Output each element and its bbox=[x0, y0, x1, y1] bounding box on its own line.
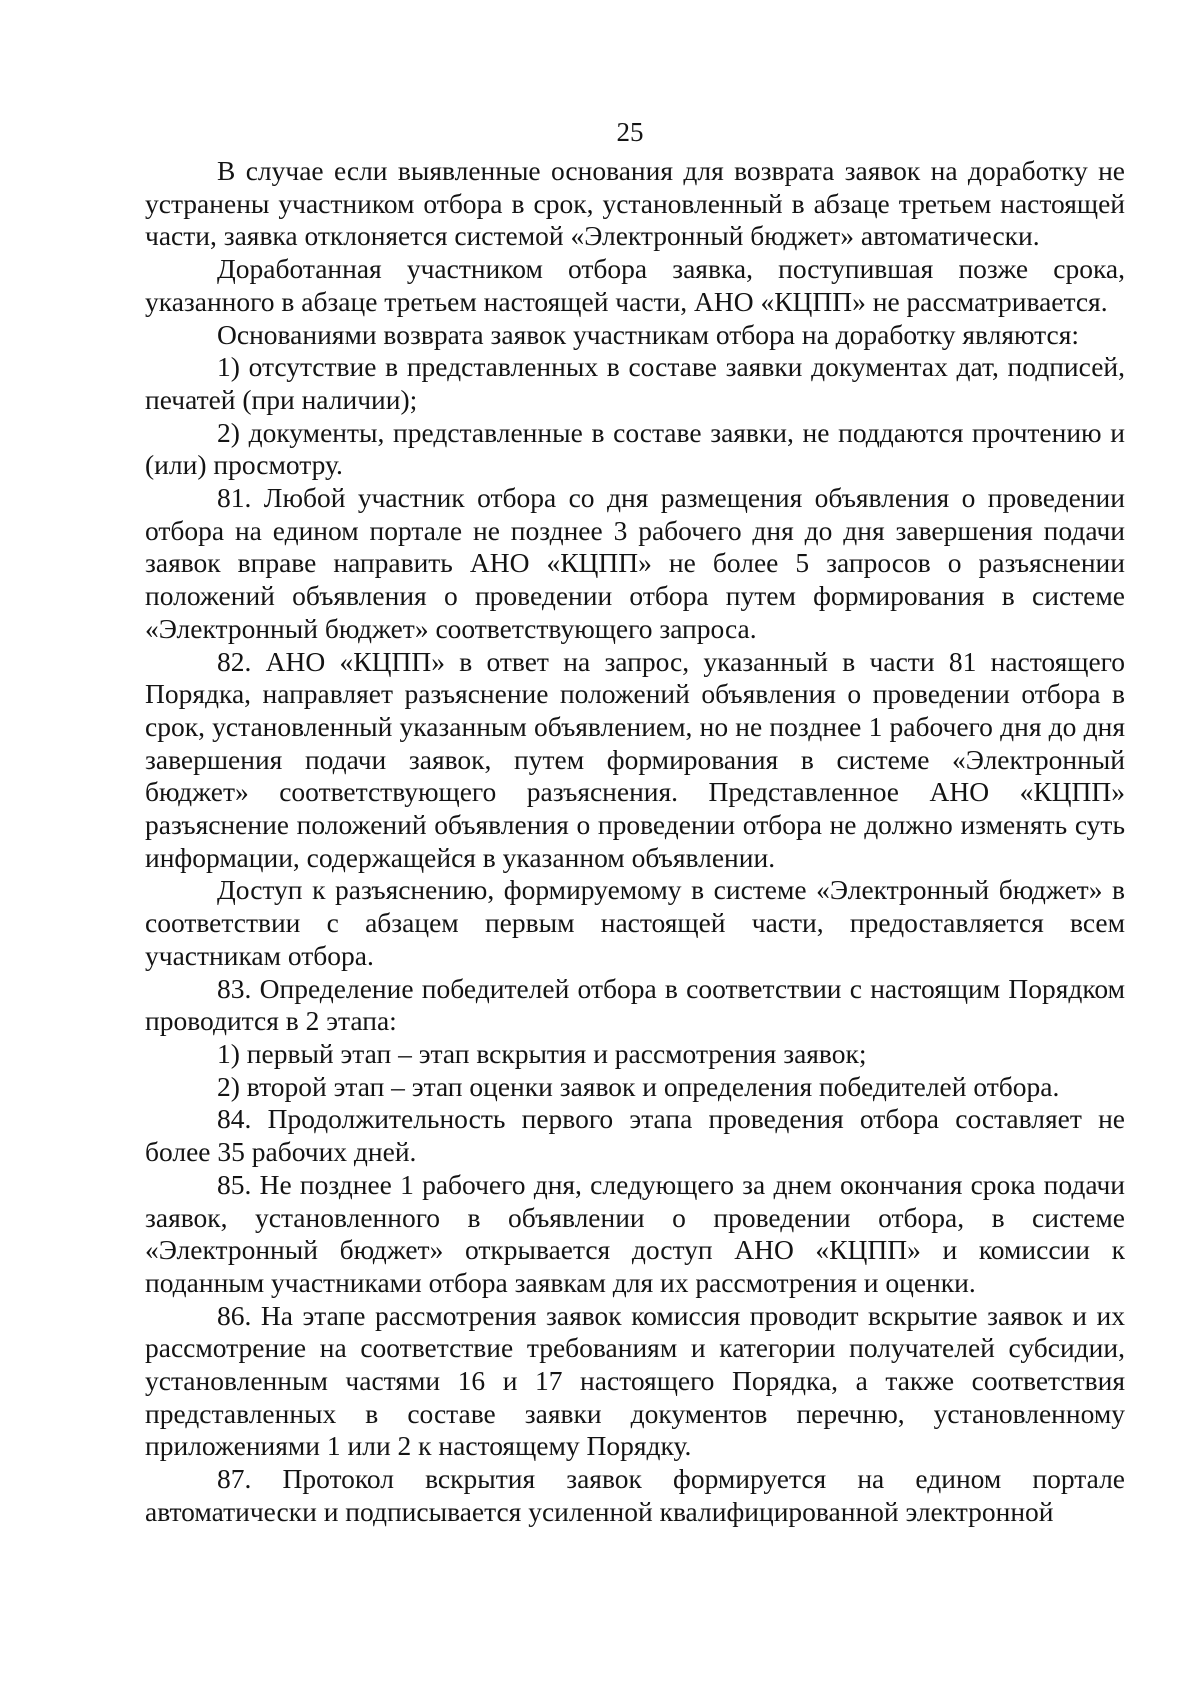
clause-81: 81. Любой участник отбора со дня размещения объявления о проведении отбора на едином портале не позднее 3 рабочего дня до дня завершения подачи заявок вправе направить АНО «КЦПП» не более 5 запросов о разъяснении положений объявления о проведении отбора путем формирования в системе «Электронный бюджет» соответствующего запроса. bbox=[145, 482, 1125, 644]
clause-86: 86. На этапе рассмотрения заявок комиссия проводит вскрытие заявок и их рассмотрение на соответствие требованиям и категории получателей субсидии, установленным частями 16 и 17 настоящего Порядка, а также соответствия представленных в составе заявки документов перечню, установленному приложениями 1 или 2 к настоящему Порядку. bbox=[145, 1299, 1125, 1462]
page-number: 25 bbox=[616, 117, 644, 147]
clause-82: 82. АНО «КЦПП» в ответ на запрос, указанный в части 81 настоящего Порядка, направляет разъяснение положений объявления о проведении отбора в срок, установленный указанным объявлением, но не позднее 1 рабочего дня до дня завершения подачи заявок, путем формирования в системе «Электронный бюджет» соответствующего разъяснения. Представленное АНО «КЦПП» разъяснение положений объявления о проведении отбора не должно изменять суть информации, содержащейся в указанном объявлении. bbox=[145, 645, 1125, 873]
clause-87: 87. Протокол вскрытия заявок формируется на едином портале автоматически и подписывается усиленной квалифицированной электронной bbox=[145, 1463, 1125, 1527]
document-body bbox=[145, 155, 1125, 1529]
list-item-unreadable-documents: 2) документы, представленные в составе заявки, не поддаются прочтению и (или) просмотру. bbox=[145, 416, 1125, 481]
clause-83: 83. Определение победителей отбора в соответствии с настоящим Порядком проводится в 2 этапа: bbox=[145, 972, 1125, 1037]
list-item-first-stage: 1) первый этап – этап вскрытия и рассмотрения заявок; bbox=[217, 1037, 867, 1069]
paragraph-late-submission: Доработанная участником отбора заявка, поступившая позже срока, указанного в абзаце третьем настоящей части, АНО «КЦПП» не рассматривается. bbox=[145, 253, 1125, 317]
clause-85: 85. Не позднее 1 рабочего дня, следующего за днем окончания срока подачи заявок, установленного в объявлении о проведении отбора, в системе «Электронный бюджет» открывается доступ АНО «КЦПП» и комиссии к поданным участниками отбора заявкам для их рассмотрения и оценки. bbox=[145, 1168, 1125, 1298]
paragraph-return-not-fixed: В случае если выявленные основания для возврата заявок на доработку не устранены участником отбора в срок, установленный в абзаце третьем настоящей части, заявка отклоняется системой «Электронный бюджет» автоматически. bbox=[145, 155, 1125, 252]
paragraph-return-grounds: Основаниями возврата заявок участникам отбора на доработку являются: bbox=[217, 318, 1080, 350]
list-item-second-stage: 2) второй этап – этап оценки заявок и определения победителей отбора. bbox=[217, 1070, 1060, 1102]
list-item-missing-details: 1) отсутствие в представленных в составе заявки документах дат, подписей, печатей (при наличии); bbox=[145, 351, 1125, 415]
clause-84: 84. Продолжительность первого этапа проведения отбора составляет не более 35 рабочих дней. bbox=[145, 1103, 1125, 1168]
paragraph-clarification-access: Доступ к разъяснению, формируемому в системе «Электронный бюджет» в соответствии с абзацем первым настоящей части, предоставляется всем участникам отбора. bbox=[145, 874, 1125, 971]
